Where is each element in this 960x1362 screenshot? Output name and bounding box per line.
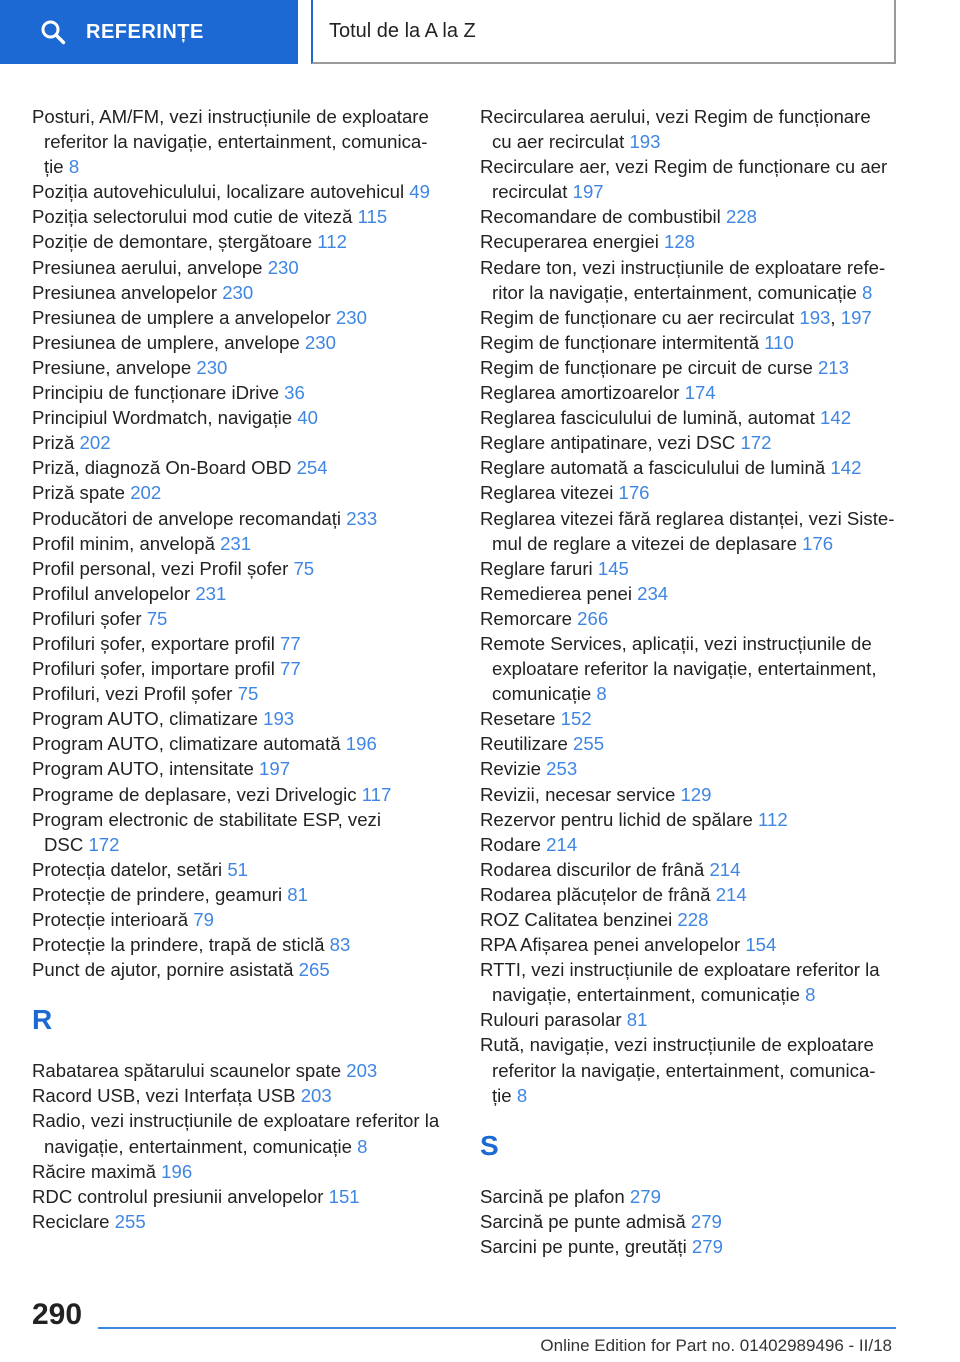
page-link[interactable]: 115 bbox=[357, 206, 388, 228]
index-entry-text: Program electronic de stabilitate ESP, vezi DSC bbox=[32, 808, 381, 855]
page-link[interactable]: 230 bbox=[267, 256, 299, 278]
index-entry bbox=[480, 104, 900, 154]
index-entry-text: Poziția autovehiculului, localizare autovehicul bbox=[32, 181, 410, 203]
page-link[interactable]: 51 bbox=[227, 858, 249, 880]
index-entry bbox=[32, 932, 450, 957]
page-link[interactable]: 142 bbox=[830, 457, 862, 479]
page-link[interactable]: 154 bbox=[745, 934, 777, 956]
index-entry bbox=[480, 907, 900, 932]
index-entry-text: RPA Afișarea penei anvelopelor bbox=[480, 934, 746, 956]
index-entry bbox=[32, 1184, 450, 1209]
index-entry bbox=[32, 782, 450, 807]
index-entry-text: Sarcină pe plafon bbox=[480, 1185, 630, 1207]
page-link[interactable]: 129 bbox=[680, 783, 712, 805]
index-entry bbox=[32, 857, 450, 882]
index-entry-text: Presiunea de umplere, anvelope bbox=[32, 331, 305, 353]
index-entry bbox=[480, 1234, 900, 1259]
page-link[interactable]: 112 bbox=[758, 808, 788, 830]
index-entry bbox=[480, 581, 900, 606]
page-link[interactable]: 214 bbox=[546, 833, 578, 855]
index-entry-text: RDC controlul presiunii anvelopelor bbox=[32, 1185, 329, 1207]
index-letter-heading: R bbox=[32, 1004, 53, 1036]
index-entry bbox=[32, 656, 450, 681]
index-entry-text: Remorcare bbox=[480, 607, 578, 629]
page-link[interactable]: 254 bbox=[296, 457, 328, 479]
index-entry bbox=[480, 405, 900, 430]
index-entry-text: Protecție la prindere, trapă de sticlă bbox=[32, 934, 330, 956]
index-entry bbox=[480, 255, 900, 305]
index-entry-text: Sarcină pe punte admisă bbox=[480, 1210, 691, 1232]
page-link[interactable]: 40 bbox=[297, 407, 318, 429]
index-entry-text: Răcire maximă bbox=[32, 1160, 162, 1182]
index-entry-text: Resetare bbox=[480, 708, 561, 730]
index-entry bbox=[32, 380, 450, 405]
index-entry-text: Reglare automată a fasciculului de lumină bbox=[480, 457, 831, 479]
page-link[interactable]: 231 bbox=[220, 532, 252, 554]
index-entry-text: Profiluri șofer bbox=[32, 607, 147, 629]
page-link[interactable]: 117 bbox=[361, 783, 392, 805]
index-entry-text: RTTI, vezi instrucțiunile de exploatare referitor la navigație, entertainment, comunicație bbox=[480, 959, 880, 1006]
index-entry-text: Program AUTO, climatizare bbox=[32, 708, 264, 730]
index-entry bbox=[480, 455, 900, 480]
index-entry-text: Priză, diagnoză On-Board OBD bbox=[32, 457, 297, 479]
page-link[interactable]: 152 bbox=[560, 708, 592, 730]
page-link[interactable]: 193 bbox=[799, 306, 831, 328]
index-entry bbox=[480, 932, 900, 957]
page-link[interactable]: 202 bbox=[130, 482, 162, 504]
page-link[interactable]: 172 bbox=[740, 432, 772, 454]
index-entry bbox=[32, 1058, 450, 1083]
index-entry bbox=[32, 706, 450, 731]
index-entry bbox=[32, 1209, 450, 1234]
index-entry bbox=[480, 506, 900, 556]
index-entry bbox=[32, 556, 450, 581]
index-entry bbox=[32, 581, 450, 606]
search-icon bbox=[40, 19, 66, 45]
index-entry bbox=[32, 255, 450, 280]
index-entry-text: Protecție de prindere, geamuri bbox=[32, 883, 288, 905]
index-entry-text: Reciclare bbox=[32, 1210, 115, 1232]
page-link[interactable]: 172 bbox=[88, 833, 120, 855]
page-link[interactable]: 253 bbox=[546, 758, 578, 780]
index-entry-text: Priză spate bbox=[32, 482, 131, 504]
page-link[interactable]: 214 bbox=[715, 883, 747, 905]
page-link[interactable]: 193 bbox=[629, 131, 661, 153]
index-entry-text: Profil personal, vezi Profil șofer bbox=[32, 557, 294, 579]
footer-divider bbox=[98, 1327, 896, 1329]
index-entry-text: Regim de funcționare pe circuit de curse bbox=[480, 356, 818, 378]
page-link[interactable]: 174 bbox=[684, 382, 716, 404]
index-entry-text: Sarcini pe punte, greutăți bbox=[480, 1235, 692, 1257]
index-entry bbox=[32, 204, 450, 229]
index-entry-text: Reglarea fasciculului de lumină, automat bbox=[480, 407, 821, 429]
page-link[interactable]: 197 bbox=[572, 181, 604, 203]
index-entry-text: Poziție de demontare, ștergătoare bbox=[32, 231, 318, 253]
index-entry bbox=[32, 631, 450, 656]
index-entry bbox=[480, 330, 900, 355]
index-entry bbox=[32, 531, 450, 556]
index-entry bbox=[32, 807, 450, 857]
footer-edition: Online Edition for Part no. 01402989496 - II/18 bbox=[540, 1336, 892, 1355]
page-link[interactable]: 8 bbox=[862, 281, 873, 303]
index-entry-text: Profiluri șofer, exportare profil bbox=[32, 632, 281, 654]
index-column-left bbox=[32, 104, 450, 1234]
index-entry bbox=[32, 330, 450, 355]
index-entry bbox=[480, 631, 900, 706]
index-entry bbox=[32, 104, 450, 179]
index-entry-text: Principiul Wordmatch, navigație bbox=[32, 407, 298, 429]
index-entry bbox=[480, 1184, 900, 1209]
index-entry-text: Presiunea anvelopelor bbox=[32, 281, 223, 303]
index-entry-text: Revizii, necesar service bbox=[480, 783, 681, 805]
index-entry bbox=[32, 506, 450, 531]
index-entry-text: Redare ton, vezi instrucțiunile de exploatare refe- ritor la navigație, entertainment, comunicație bbox=[480, 256, 886, 303]
index-entry bbox=[32, 455, 450, 480]
index-entry-text: Reglarea vitezei fără reglarea distanței, vezi Siste- mul de reglare a vitezei de deplasare bbox=[480, 507, 895, 554]
index-entry-text: Reutilizare bbox=[480, 733, 574, 755]
index-entry-text: Rută, navigație, vezi instrucțiunile de exploatare referitor la navigație, entertainment, comunica- ție bbox=[480, 1034, 876, 1106]
page-link[interactable]: 75 bbox=[237, 683, 259, 705]
page-link[interactable]: 196 bbox=[345, 733, 377, 755]
index-entry-text: Program AUTO, climatizare automată bbox=[32, 733, 346, 755]
index-entry-text: Rabatarea spătarului scaunelor spate bbox=[32, 1060, 347, 1082]
index-entry-text: Reglare antipatinare, vezi DSC bbox=[480, 432, 741, 454]
index-entry-text: Revizie bbox=[480, 758, 547, 780]
page-link[interactable]: 265 bbox=[298, 959, 330, 981]
page-link[interactable]: 75 bbox=[146, 607, 168, 629]
index-entry-text: Rezervor pentru lichid de spălare bbox=[480, 808, 759, 830]
page-link[interactable]: 79 bbox=[193, 909, 214, 930]
index-entry bbox=[32, 756, 450, 781]
index-entry bbox=[32, 681, 450, 706]
page-link[interactable]: 213 bbox=[817, 356, 849, 378]
page-link[interactable]: 8 bbox=[68, 156, 80, 178]
page-link[interactable]: 266 bbox=[577, 607, 609, 629]
index-entry bbox=[32, 280, 450, 305]
index-entry-text: Principiu de funcționare iDrive bbox=[32, 382, 285, 404]
page-link[interactable]: 197 bbox=[259, 758, 291, 780]
index-entry bbox=[480, 1209, 900, 1234]
index-entry bbox=[32, 957, 450, 982]
index-entry bbox=[480, 556, 900, 581]
index-entry bbox=[480, 229, 900, 254]
page-link[interactable]: 203 bbox=[346, 1060, 378, 1082]
index-entry bbox=[32, 480, 450, 505]
page-link[interactable]: 196 bbox=[161, 1160, 193, 1182]
index-entry-text: Presiunea de umplere a anvelopelor bbox=[32, 306, 336, 328]
index-entry bbox=[480, 731, 900, 756]
index-entry bbox=[32, 1159, 450, 1184]
page-link[interactable]: 230 bbox=[304, 331, 336, 353]
index-entry-text: Poziția selectorului mod cutie de viteză bbox=[32, 206, 358, 228]
page-link[interactable]: 176 bbox=[618, 482, 650, 504]
index-entry bbox=[32, 430, 450, 455]
page-link[interactable]: 255 bbox=[573, 733, 605, 755]
page-link[interactable]: 279 bbox=[691, 1235, 723, 1257]
index-entry-text: Presiunea aerului, anvelope bbox=[32, 256, 268, 278]
page-link[interactable]: 233 bbox=[346, 507, 378, 529]
index-letter-heading: S bbox=[480, 1129, 499, 1161]
page-link[interactable]: 203 bbox=[300, 1085, 332, 1107]
page-link[interactable]: 214 bbox=[709, 858, 741, 880]
page-link[interactable]: 77 bbox=[280, 658, 301, 680]
page-link[interactable]: 176 bbox=[802, 532, 834, 554]
index-entry bbox=[480, 706, 900, 731]
page-link[interactable]: 234 bbox=[637, 582, 669, 604]
index-entry bbox=[32, 229, 450, 254]
index-entry bbox=[32, 731, 450, 756]
index-entry bbox=[32, 179, 450, 204]
index-entry bbox=[480, 1032, 900, 1107]
page-link[interactable]: 110 bbox=[764, 331, 794, 353]
index-entry bbox=[480, 606, 900, 631]
page-link[interactable]: 145 bbox=[597, 557, 629, 579]
page-link[interactable]: 112 bbox=[317, 231, 347, 253]
index-entry-text: Rulouri parasolar bbox=[480, 1009, 627, 1031]
page-number: 290 bbox=[32, 1298, 83, 1331]
index-entry-text: Racord USB, vezi Interfața USB bbox=[32, 1085, 301, 1107]
index-entry-text: Rodarea discurilor de frână bbox=[480, 858, 710, 880]
index-entry-text: Remedierea penei bbox=[480, 582, 638, 604]
index-entry-text: Protecție interioară bbox=[32, 909, 194, 930]
page-link[interactable]: 81 bbox=[287, 883, 308, 905]
page-link[interactable]: 8 bbox=[516, 1084, 528, 1106]
index-entry bbox=[480, 756, 900, 781]
page-link[interactable]: 151 bbox=[328, 1185, 360, 1207]
index-entry-text: Profil minim, anvelopă bbox=[32, 532, 221, 554]
index-entry bbox=[32, 907, 450, 932]
page-link[interactable]: 77 bbox=[280, 632, 301, 654]
page-link[interactable]: 75 bbox=[293, 557, 315, 579]
section-title: Totul de la A la Z bbox=[311, 0, 896, 64]
index-entry-text: Recircularea aerului, vezi Regim de funcționare cu aer recirculat bbox=[480, 106, 871, 153]
index-entry-text: Reglare faruri bbox=[480, 557, 598, 579]
index-entry bbox=[32, 606, 450, 631]
index-entry bbox=[480, 355, 900, 380]
page-link[interactable]: 49 bbox=[409, 181, 430, 203]
index-entry bbox=[480, 204, 900, 229]
page-link[interactable]: 279 bbox=[629, 1185, 661, 1207]
page-link[interactable]: 255 bbox=[114, 1210, 146, 1232]
page-link[interactable]: 8 bbox=[596, 683, 607, 705]
page-link[interactable]: 36 bbox=[284, 382, 305, 404]
index-entry bbox=[480, 857, 900, 882]
index-entry bbox=[32, 355, 450, 380]
page-link[interactable]: 230 bbox=[222, 281, 254, 303]
index-entry-text: Punct de ajutor, pornire asistată bbox=[32, 959, 299, 981]
index-entry bbox=[480, 380, 900, 405]
index-entry bbox=[32, 305, 450, 330]
index-entry-text: Recirculare aer, vezi Regim de funcționare cu aer recirculat bbox=[480, 156, 888, 203]
page-link[interactable]: 230 bbox=[196, 356, 228, 378]
index-entry bbox=[480, 882, 900, 907]
page-link[interactable]: 193 bbox=[263, 708, 295, 730]
index-entry: Regim de funcționare cu aer recirculat 193, 197 bbox=[480, 306, 872, 328]
index-entry-text: Presiune, anvelope bbox=[32, 356, 197, 378]
page-link[interactable]: 81 bbox=[626, 1009, 648, 1031]
index-entry-text: Producători de anvelope recomandați bbox=[32, 507, 347, 529]
page-link[interactable]: 142 bbox=[820, 407, 852, 429]
index-entry-text: Profilul anvelopelor bbox=[32, 582, 196, 604]
page-link[interactable]: 228 bbox=[725, 206, 758, 228]
index-entry bbox=[32, 882, 450, 907]
page-link[interactable]: 197 bbox=[840, 306, 872, 328]
index-entry-text: Recomandare de combustibil bbox=[480, 206, 726, 228]
index-column-right bbox=[480, 104, 900, 1259]
page-link[interactable]: 202 bbox=[79, 432, 111, 454]
index-entry-text: Radio, vezi instrucțiunile de exploatare referitor la navigație, entertainment, comunicație bbox=[32, 1110, 440, 1157]
index-entry-text: Posturi, AM/FM, vezi instrucțiunile de exploatare referitor la navigație, entertainment, comunica- ție bbox=[32, 106, 429, 178]
page-link[interactable]: 8 bbox=[805, 984, 816, 1006]
page-link[interactable]: 231 bbox=[195, 582, 227, 604]
index-entry bbox=[480, 832, 900, 857]
index-entry-text: Remote Services, aplicații, vezi instrucțiunile de exploatare referitor la navigație, entertainment, comunicație bbox=[480, 632, 877, 705]
index-entry-text: Recuperarea energiei bbox=[480, 231, 664, 253]
index-entry-text: ROZ Calitatea benzinei bbox=[480, 909, 678, 930]
page-link[interactable]: 228 bbox=[677, 909, 709, 930]
index-entry-text: Reglarea amortizoarelor bbox=[480, 382, 685, 404]
index-entry-text: Regim de funcționare intermitentă bbox=[480, 331, 765, 353]
index-entry-text: Regim de funcționare cu aer recirculat bbox=[480, 306, 800, 328]
index-entry bbox=[32, 405, 450, 430]
index-entry bbox=[480, 154, 900, 204]
index-entry-text: Profiluri, vezi Profil șofer bbox=[32, 683, 238, 705]
page-link[interactable]: 279 bbox=[690, 1210, 722, 1232]
page-link[interactable]: 128 bbox=[664, 231, 696, 253]
page-link[interactable]: 230 bbox=[335, 306, 367, 328]
index-entry bbox=[32, 1108, 450, 1158]
index-entry-text: Protecția datelor, setări bbox=[32, 858, 228, 880]
header-tab-label: REFERINȚE bbox=[86, 20, 204, 43]
page-link[interactable]: 83 bbox=[329, 934, 351, 956]
index-entry-text: Programe de deplasare, vezi Drivelogic bbox=[32, 783, 362, 805]
index-entry-text: Priză bbox=[32, 432, 80, 454]
index-entry-text: Rodare bbox=[480, 833, 547, 855]
page-link[interactable]: 8 bbox=[357, 1135, 368, 1157]
index-entry bbox=[480, 782, 900, 807]
index-entry-text: Program AUTO, intensitate bbox=[32, 758, 260, 780]
index-entry bbox=[480, 480, 900, 505]
index-entry bbox=[32, 1083, 450, 1108]
index-entry bbox=[480, 957, 900, 1007]
index-entry-text: Reglarea vitezei bbox=[480, 482, 619, 504]
index-entry-text: Rodarea plăcuțelor de frână bbox=[480, 883, 716, 905]
header-tab-references[interactable] bbox=[0, 0, 298, 64]
index-entry-text: Profiluri șofer, importare profil bbox=[32, 658, 281, 680]
index-entry bbox=[480, 807, 900, 832]
index-entry bbox=[480, 430, 900, 455]
index-entry bbox=[480, 1007, 900, 1032]
